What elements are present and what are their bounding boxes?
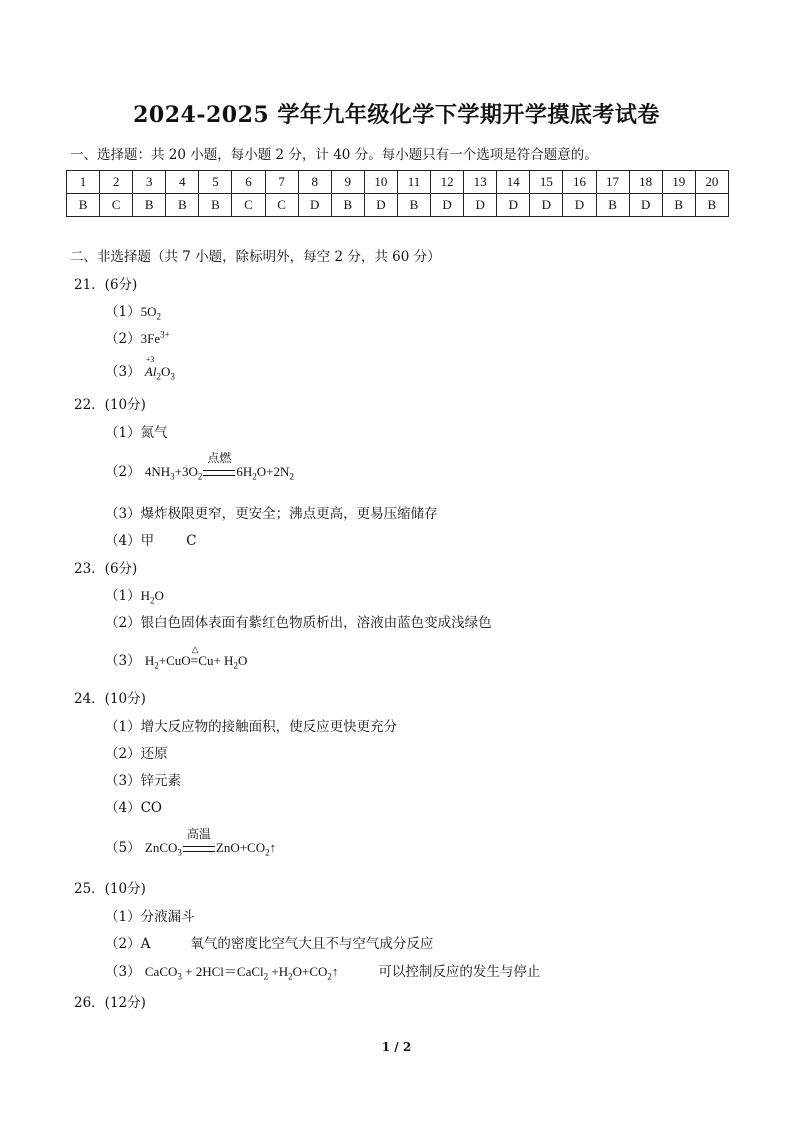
answer-label: （1） bbox=[105, 425, 141, 441]
question-24-label: 24．(10分) bbox=[74, 691, 146, 707]
formula-text: 3Fe bbox=[140, 331, 161, 346]
formula-text: +3O bbox=[174, 464, 198, 479]
subscript: 2 bbox=[327, 971, 332, 982]
formula-text: O+2N bbox=[256, 464, 290, 479]
formula-text: O bbox=[154, 588, 164, 603]
answer-cell: D bbox=[464, 194, 497, 217]
formula-text: CaCO bbox=[144, 964, 178, 979]
subscript: 3 bbox=[170, 371, 175, 382]
question-number-cell: 14 bbox=[497, 171, 530, 194]
section1-heading: 一、选择题：共 20 小题，每小题 2 分，计 40 分。每小题只有一个选项是符合题意的。 bbox=[70, 147, 598, 163]
answer-cell: D bbox=[530, 194, 563, 217]
question-number-cell: 1 bbox=[67, 171, 100, 194]
question-number-cell: 7 bbox=[265, 171, 298, 194]
formula-text: H bbox=[140, 588, 150, 603]
answer-label: （2） bbox=[105, 936, 141, 952]
formula-text: Al bbox=[144, 364, 157, 379]
answer-cell: D bbox=[364, 194, 397, 217]
q21-answer-2 bbox=[105, 327, 170, 347]
q24-answer-2 bbox=[105, 742, 168, 762]
q22-answer-4 bbox=[105, 529, 196, 549]
answer-text: CO bbox=[140, 800, 162, 816]
question-number-cell: 19 bbox=[662, 171, 695, 194]
formula-text: O bbox=[160, 364, 171, 379]
answer-label: （3） bbox=[105, 653, 141, 669]
q24-answer-5 bbox=[105, 827, 277, 858]
formula-text: ZnO+CO bbox=[215, 840, 266, 855]
question-number-cell: 9 bbox=[331, 171, 364, 194]
answer-label: （4） bbox=[105, 800, 141, 816]
subscript: 3 bbox=[170, 471, 175, 482]
reaction-condition-sign bbox=[203, 451, 235, 480]
q25-answer-3 bbox=[105, 960, 540, 982]
answer-label: （1） bbox=[105, 719, 141, 735]
superscript: 3+ bbox=[160, 329, 170, 340]
question-number-cell: 20 bbox=[695, 171, 728, 194]
answer-text: 甲 bbox=[140, 533, 155, 549]
answer-cell: B bbox=[133, 194, 166, 217]
answer-table bbox=[66, 170, 729, 217]
formula-text: ZnCO bbox=[144, 840, 178, 855]
answer-label: （1） bbox=[105, 909, 141, 925]
subscript: 2 bbox=[156, 371, 161, 382]
q21-answer-1 bbox=[105, 300, 161, 322]
question-number-cell: 16 bbox=[563, 171, 596, 194]
answer-text: 可以控制反应的发生与停止 bbox=[378, 964, 541, 980]
heating-triangle: △ bbox=[191, 644, 199, 654]
answer-label: （2） bbox=[105, 464, 141, 480]
answer-label: （1） bbox=[105, 304, 141, 320]
subscript: 3 bbox=[177, 971, 182, 982]
subscript: 2 bbox=[252, 471, 257, 482]
answer-text: 氧气的密度比空气大且不与空气成分反应 bbox=[190, 936, 434, 952]
answer-label: （2） bbox=[105, 615, 141, 631]
question-number-cell: 15 bbox=[530, 171, 563, 194]
question-number-cell: 6 bbox=[232, 171, 265, 194]
question-number-cell: 5 bbox=[199, 171, 232, 194]
subscript: 2 bbox=[197, 471, 203, 482]
answer-text: 分液漏斗 bbox=[140, 909, 195, 925]
answer-cell: D bbox=[497, 194, 530, 217]
answer-text: 锌元素 bbox=[140, 773, 182, 789]
q23-answer-2 bbox=[105, 611, 492, 631]
answer-cell: B bbox=[662, 194, 695, 217]
answer-cell: D bbox=[629, 194, 662, 217]
answer-text: 氮气 bbox=[140, 425, 168, 441]
answer-cell: D bbox=[298, 194, 331, 217]
q24-answer-4 bbox=[105, 796, 162, 816]
answer-label: （2） bbox=[105, 746, 141, 762]
answer-text: C bbox=[186, 533, 197, 549]
subscript: 3 bbox=[177, 847, 182, 858]
formula-text: +CuO bbox=[158, 653, 191, 668]
answer-cell: D bbox=[431, 194, 464, 217]
answer-cell: B bbox=[397, 194, 430, 217]
q22-answer-3 bbox=[105, 502, 438, 522]
answer-text: 还原 bbox=[140, 746, 168, 762]
question-number-cell: 13 bbox=[464, 171, 497, 194]
q25-answer-2 bbox=[105, 932, 433, 952]
question-22-label: 22．(10分) bbox=[74, 397, 146, 413]
formula-text: O+CO bbox=[292, 964, 328, 979]
subscript: 2 bbox=[289, 471, 294, 482]
question-number-cell: 17 bbox=[596, 171, 629, 194]
q24-answer-3 bbox=[105, 769, 181, 789]
subscript: 2 bbox=[233, 660, 238, 671]
heating-sign bbox=[190, 644, 199, 669]
reaction-condition-sign bbox=[183, 827, 215, 856]
answer-cell: D bbox=[563, 194, 596, 217]
question-number-cell: 3 bbox=[133, 171, 166, 194]
question-number-cell: 2 bbox=[100, 171, 133, 194]
answer-label: （1） bbox=[105, 588, 141, 604]
q22-answer-2 bbox=[105, 451, 294, 482]
answer-text: 银白色固体表面有紫红色物质析出，溶液由蓝色变成浅绿色 bbox=[140, 615, 492, 631]
subscript: 2 bbox=[149, 595, 155, 606]
answer-label: （5） bbox=[105, 840, 141, 856]
answer-label: （4） bbox=[105, 533, 141, 549]
section2-heading: 二、非选择题（共 7 小题，除标明外，每空 2 分，共 60 分） bbox=[70, 249, 441, 265]
q22-answer-1 bbox=[105, 421, 168, 441]
answer-label: （2） bbox=[105, 331, 141, 347]
subscript: 2 bbox=[288, 971, 293, 982]
formula-text: H bbox=[144, 653, 155, 668]
valence-mark: +3 bbox=[145, 355, 155, 364]
answer-cell: C bbox=[232, 194, 265, 217]
question-21-label: 21．(6分) bbox=[74, 277, 138, 293]
answer-text: 爆炸极限更窄，更安全；沸点更高，更易压缩储存 bbox=[140, 506, 438, 522]
q24-answer-1 bbox=[105, 715, 397, 735]
answer-cell: B bbox=[331, 194, 364, 217]
question-number-cell: 10 bbox=[364, 171, 397, 194]
gas-arrow: ↑ bbox=[331, 964, 339, 979]
question-number-cell: 12 bbox=[431, 171, 464, 194]
answer-cell: B bbox=[596, 194, 629, 217]
answer-cell: C bbox=[100, 194, 133, 217]
formula-text: 6H bbox=[236, 464, 253, 479]
q21-answer-3 bbox=[105, 355, 175, 382]
answer-label: （3） bbox=[105, 506, 141, 522]
answer-label: （3） bbox=[105, 964, 141, 980]
question-23-label: 23．(6分) bbox=[74, 561, 138, 577]
reaction-condition: 高温 bbox=[186, 827, 211, 841]
reaction-condition: 点燃 bbox=[207, 451, 232, 465]
answer-text: A bbox=[140, 936, 151, 952]
formula-text: 4NH bbox=[144, 464, 171, 479]
question-number-cell: 8 bbox=[298, 171, 331, 194]
answer-table-answer-row bbox=[67, 194, 729, 217]
page-number: 1 / 2 bbox=[381, 1040, 412, 1054]
formula-text: 5O bbox=[140, 304, 157, 319]
question-26-label: 26．(12分) bbox=[74, 995, 146, 1011]
formula-text: Cu+ H bbox=[198, 653, 234, 668]
answer-label: （3） bbox=[105, 364, 141, 380]
question-number-cell: 4 bbox=[166, 171, 199, 194]
equals-sign: = bbox=[190, 653, 199, 668]
q25-answer-1 bbox=[105, 905, 195, 925]
question-25-label: 25．(10分) bbox=[74, 881, 146, 897]
gas-arrow: ↑ bbox=[269, 840, 277, 855]
answer-cell: B bbox=[166, 194, 199, 217]
formula-text: O bbox=[237, 653, 248, 668]
answer-cell: C bbox=[265, 194, 298, 217]
answer-cell: B bbox=[67, 194, 100, 217]
answer-text: 增大反应物的接触面积，使反应更快更充分 bbox=[140, 719, 398, 735]
formula-text: + 2HCl＝CaCl bbox=[181, 964, 264, 979]
answer-table-number-row bbox=[67, 171, 729, 194]
subscript: 2 bbox=[154, 660, 159, 671]
subscript: 2 bbox=[265, 847, 270, 858]
page-title: 2024-2025 学年九年级化学下学期开学摸底考试卷 bbox=[133, 102, 660, 128]
q23-answer-1 bbox=[105, 584, 164, 606]
subscript: 2 bbox=[263, 971, 269, 982]
answer-cell: B bbox=[199, 194, 232, 217]
formula-text: +H bbox=[268, 964, 289, 979]
answer-cell: B bbox=[695, 194, 728, 217]
subscript: 2 bbox=[156, 311, 161, 322]
question-number-cell: 18 bbox=[629, 171, 662, 194]
question-number-cell: 11 bbox=[397, 171, 430, 194]
answer-label: （3） bbox=[105, 773, 141, 789]
q23-answer-3 bbox=[105, 644, 248, 671]
